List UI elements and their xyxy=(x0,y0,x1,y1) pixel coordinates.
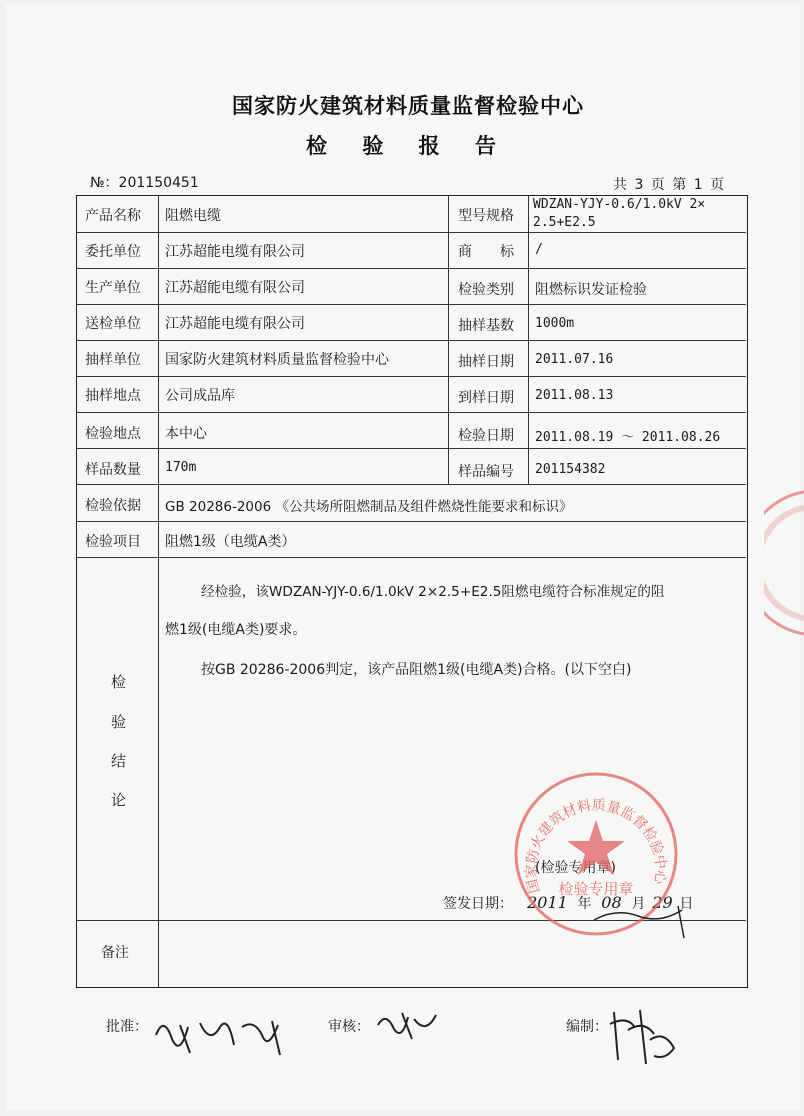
value-item: 阻燃1级（电缆A类） xyxy=(165,534,296,550)
label-submitter: 送检单位 xyxy=(85,316,141,332)
value-quantity: 170m xyxy=(165,460,197,475)
conclusion-label-char-2: 验 xyxy=(111,713,127,731)
value-test-place: 本中心 xyxy=(165,426,207,442)
review-label: 审核： xyxy=(328,1019,370,1035)
reviewer-signature-icon xyxy=(372,1005,442,1045)
value-sample-date: 2011.07.16 xyxy=(535,352,614,367)
label-sample-base: 抽样基数 xyxy=(458,318,514,334)
label-product-name: 产品名称 xyxy=(85,208,141,224)
doc-title: 检 验 报 告 xyxy=(306,134,510,158)
issue-date-handwriting-icon xyxy=(586,880,696,940)
label-remark: 备注 xyxy=(101,945,129,961)
label-quantity: 样品数量 xyxy=(85,462,141,478)
page-info: 共 3 页 第 1 页 xyxy=(613,177,725,193)
label-basis: 检验依据 xyxy=(85,498,141,514)
label-test-place: 检验地点 xyxy=(85,426,141,442)
label-producer: 生产单位 xyxy=(85,280,141,296)
value-sample-place: 公司成品库 xyxy=(165,388,235,404)
label-test-type: 检验类别 xyxy=(458,282,514,298)
value-trademark: / xyxy=(535,242,543,257)
conclusion-label-char-4: 论 xyxy=(111,791,127,809)
value-basis: GB 20286-2006 《公共场所阻燃制品及组件燃烧性能要求和标识》 xyxy=(165,499,573,515)
conclusion-para1-line2: 燃1级(电缆A类)要求。 xyxy=(165,622,307,638)
label-trademark: 商 标 xyxy=(458,244,514,260)
seal-note: (检验专用章) xyxy=(535,860,616,876)
report-number: №：201150451 xyxy=(90,175,199,191)
value-sampler: 国家防火建筑材料质量监督检验中心 xyxy=(165,352,389,368)
value-test-date: 2011.08.19 ～ 2011.08.26 xyxy=(535,430,721,445)
label-sample-date: 抽样日期 xyxy=(458,354,514,370)
label-sample-no: 样品编号 xyxy=(458,464,514,480)
org-title: 国家防火建筑材料质量监督检验中心 xyxy=(232,94,584,118)
issue-date-label: 签发日期： xyxy=(443,896,513,912)
approve-label: 批准： xyxy=(106,1019,148,1035)
issue-day-unit: 日 xyxy=(679,896,694,912)
value-model-line1: WDZAN-YJY-0.6/1.0kV 2× xyxy=(533,197,706,212)
issue-month: 08 xyxy=(601,893,622,912)
conclusion-para2: 按GB 20286-2006判定，该产品阻燃1级(电缆A类)合格。(以下空白) xyxy=(201,662,632,678)
value-submitter: 江苏超能电缆有限公司 xyxy=(165,316,305,332)
conclusion-label-char-3: 结 xyxy=(111,752,127,770)
label-arrive-date: 到样日期 xyxy=(458,390,514,406)
label-model: 型号规格 xyxy=(458,208,514,224)
svg-text:国家防火建筑材料质量监督检验中心: 国家防火建筑材料质量监督检验中心 xyxy=(523,797,669,895)
compiler-signature-icon xyxy=(604,1000,684,1070)
value-arrive-date: 2011.08.13 xyxy=(535,388,614,403)
label-test-date: 检验日期 xyxy=(458,428,514,444)
approver-signature-icon xyxy=(150,1005,300,1065)
conclusion-para1-line1: 经检验，该WDZAN-YJY-0.6/1.0kV 2×2.5+E2.5阻燃电缆符合标准规定的阻 xyxy=(201,584,665,600)
label-client: 委托单位 xyxy=(85,244,141,260)
issue-year: 2011 xyxy=(527,893,568,912)
issue-day: 29 xyxy=(652,893,673,912)
value-test-type: 阻燃标识发证检验 xyxy=(535,282,647,298)
label-sampler: 抽样单位 xyxy=(85,352,141,368)
value-model-line2: 2.5+E2.5 xyxy=(533,215,596,230)
label-sample-place: 抽样地点 xyxy=(85,388,141,404)
value-client: 江苏超能电缆有限公司 xyxy=(165,244,305,260)
value-sample-no: 201154382 xyxy=(535,462,606,477)
partial-seal-icon xyxy=(764,488,804,638)
value-sample-base: 1000m xyxy=(535,316,575,331)
svg-text:检验专用章: 检验专用章 xyxy=(558,880,634,898)
issue-month-unit: 月 xyxy=(631,896,646,912)
conclusion-label-char-1: 检 xyxy=(111,673,127,691)
value-product-name: 阻燃电缆 xyxy=(165,208,221,224)
compile-label: 编制： xyxy=(566,1019,608,1035)
label-item: 检验项目 xyxy=(85,534,141,550)
issue-year-unit: 年 xyxy=(577,896,592,912)
value-producer: 江苏超能电缆有限公司 xyxy=(165,280,305,296)
